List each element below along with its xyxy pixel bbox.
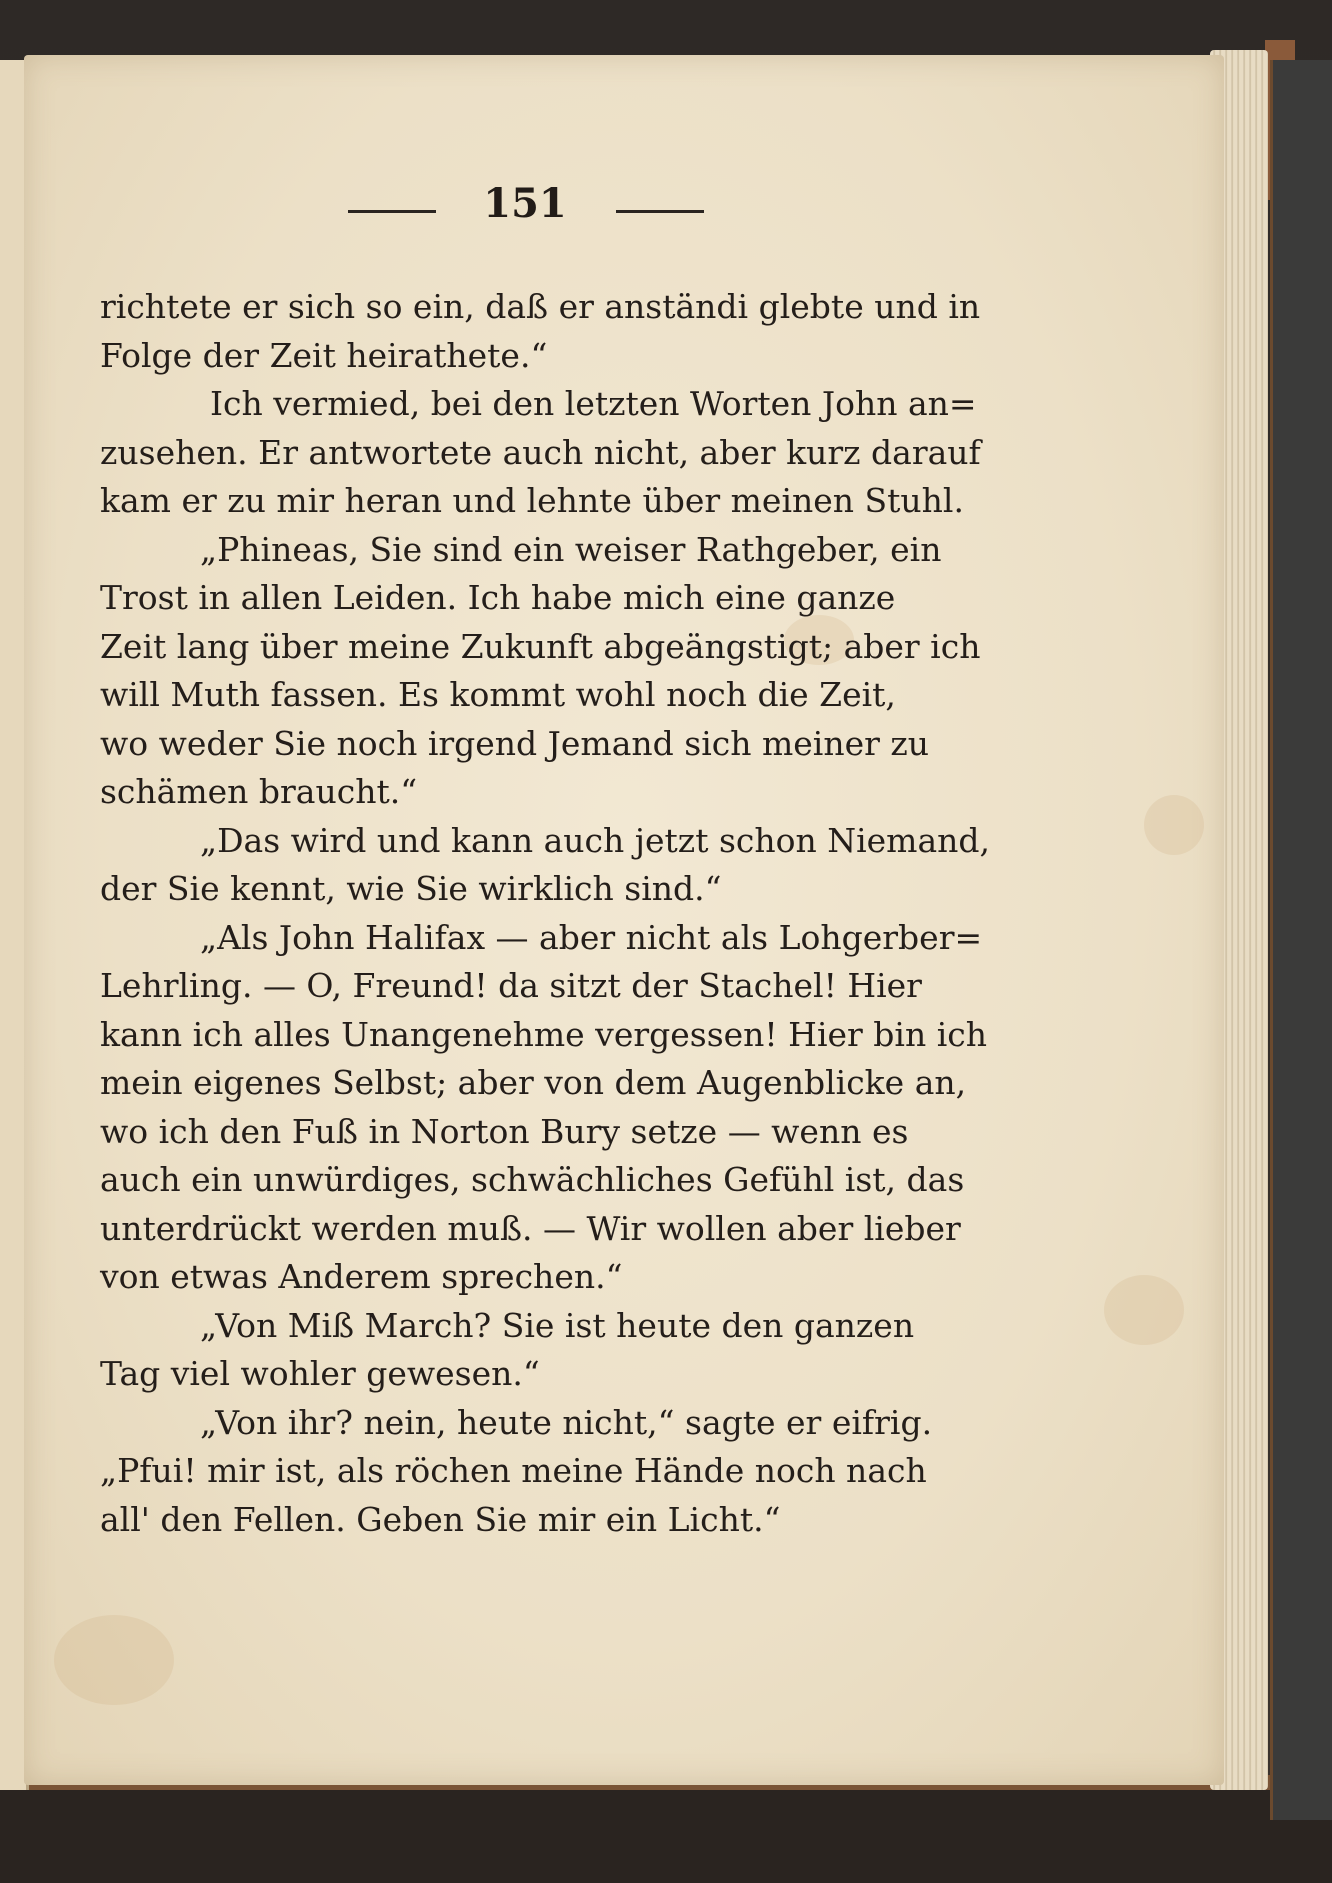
text-line: „Das wird und kann auch jetzt schon Niemand, bbox=[200, 820, 991, 860]
text-line: „Phineas, Sie sind ein weiser Rathgeber, ein bbox=[200, 529, 942, 569]
text-line: all' den Fellen. Geben Sie mir ein Licht.“ bbox=[100, 1499, 781, 1539]
text-line: Lehrling. — O, Freund! da sitzt der Stachel! Hier bbox=[100, 966, 922, 1005]
text-line: der Sie kennt, wie Sie wirklich sind.“ bbox=[100, 869, 722, 908]
text-line: richtete er sich so ein, daß er anständi glebte und in bbox=[100, 287, 981, 326]
text-line: Ich vermied, bei den letzten Worten John an= bbox=[210, 384, 977, 423]
text-line: „Pfui! mir ist, als röchen meine Hände noch nach bbox=[100, 1451, 927, 1490]
page-number: 151 bbox=[483, 180, 567, 227]
text-line: unterdrückt werden muß. — Wir wollen aber lieber bbox=[100, 1208, 961, 1248]
body-text bbox=[100, 283, 991, 1544]
page-header bbox=[340, 180, 710, 230]
text-line: auch ein unwürdiges, schwächliches Gefühl ist, das bbox=[100, 1160, 965, 1199]
text-line: kann ich alles Unangenehme vergessen! Hier bin ich bbox=[100, 1014, 988, 1054]
text-line: mein eigenes Selbst; aber von dem Augenblicke an, bbox=[100, 1063, 967, 1102]
text-line: „Von ihr? nein, heute nicht,“ sagte er eifrig. bbox=[200, 1402, 933, 1442]
book-cover-right bbox=[1270, 60, 1332, 1820]
text-line: zusehen. Er antwortete auch nicht, aber kurz darauf bbox=[100, 432, 981, 472]
header-rule-left bbox=[348, 210, 436, 213]
text-line: „Als John Halifax — aber nicht als Lohgerber= bbox=[200, 917, 983, 957]
text-line: schämen braucht.“ bbox=[100, 772, 418, 811]
text-line: will Muth fassen. Es kommt wohl noch die Zeit, bbox=[100, 675, 896, 714]
text-line: wo weder Sie noch irgend Jemand sich meiner zu bbox=[100, 723, 930, 763]
foxing-spot bbox=[1104, 1275, 1184, 1345]
foxing-spot bbox=[1144, 795, 1204, 855]
header-rule-right bbox=[616, 210, 704, 213]
text-line: von etwas Anderem sprechen.“ bbox=[100, 1257, 623, 1296]
foxing-spot bbox=[54, 1615, 174, 1705]
text-line: Zeit lang über meine Zukunft abgeängstigt; aber ich bbox=[100, 626, 981, 666]
text-line: Folge der Zeit heirathete.“ bbox=[100, 335, 548, 375]
text-line: Tag viel wohler gewesen.“ bbox=[100, 1354, 540, 1393]
text-line: wo ich den Fuß in Norton Bury setze — wenn es bbox=[100, 1111, 909, 1151]
book-cover-bottom bbox=[0, 1790, 1332, 1883]
text-line: „Von Miß March? Sie ist heute den ganzen bbox=[200, 1305, 915, 1345]
text-line: Trost in allen Leiden. Ich habe mich eine ganze bbox=[100, 578, 896, 617]
text-line: kam er zu mir heran und lehnte über meinen Stuhl. bbox=[100, 481, 964, 520]
